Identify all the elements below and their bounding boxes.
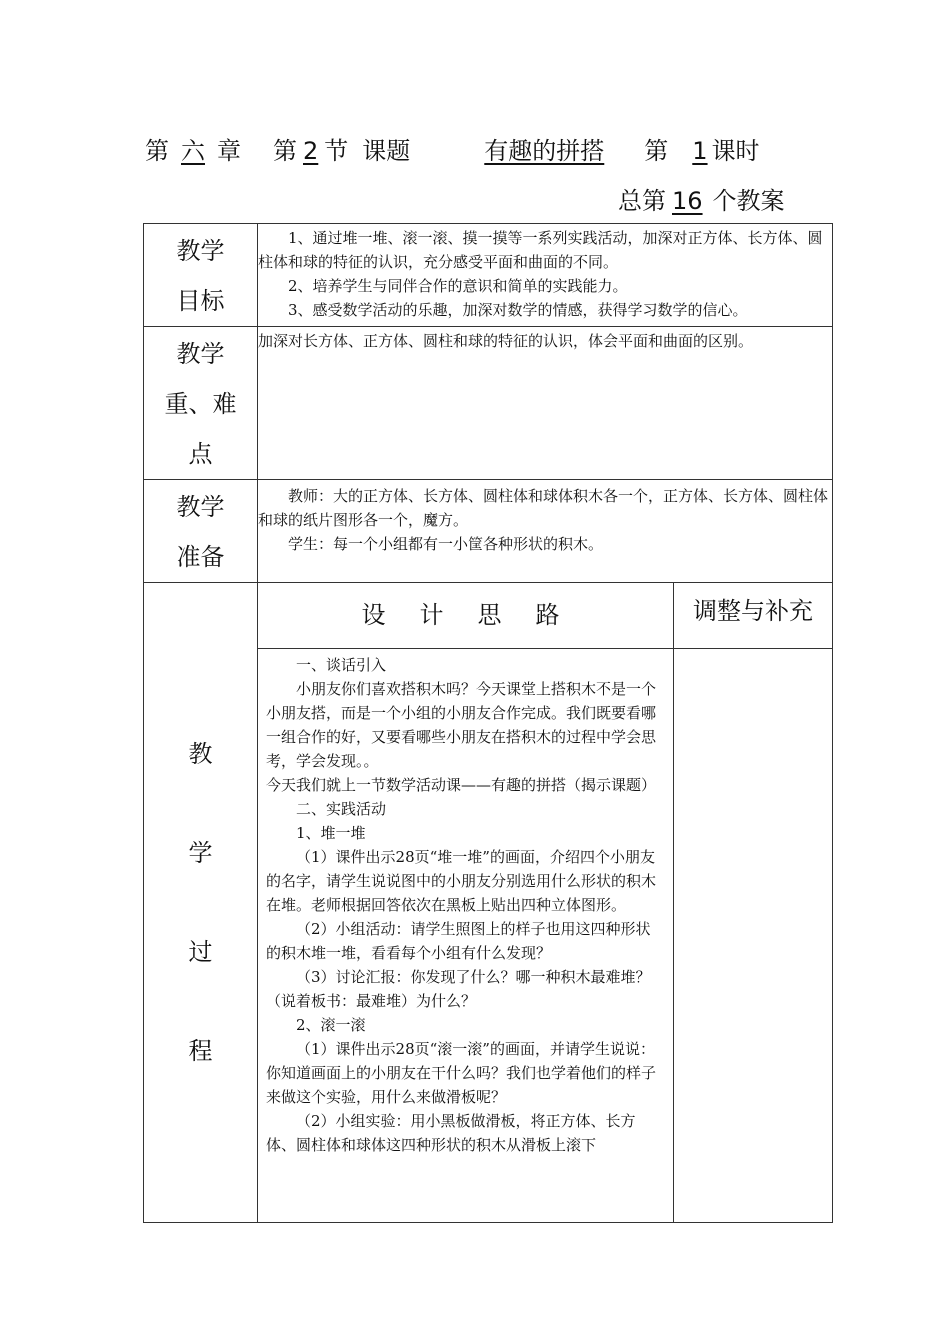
process-paragraph: （2）小组活动：请学生照图上的样子也用这四种形状的积木堆一堆，看看每个小组有什么发现？ <box>266 920 651 962</box>
preparation-label-1: 教学 <box>176 493 225 521</box>
process-paragraph: 小朋友你们喜欢搭积木吗？今天课堂上搭积木不是一个小朋友搭，而是一个小组的小朋友合作完成。我们既要看哪一组合作的好，又要看哪些小朋友在搭积木的过程中学会思考，学会发现。。 <box>266 680 657 770</box>
di2-label: 第 <box>273 137 297 165</box>
keshi-label: 课时 <box>711 137 760 165</box>
adjust-content <box>674 649 833 1223</box>
adjust-header-cell <box>674 583 833 649</box>
di-label: 第 <box>145 137 169 165</box>
lesson-plan-table <box>143 223 833 1223</box>
process-paragraph: 一、谈话引入 <box>296 656 387 674</box>
process-label-char: 学 <box>188 838 213 867</box>
goals-label-1: 教学 <box>176 237 225 265</box>
process-paragraph: （3）讨论汇报：你发现了什么？哪一种积木最难堆？（说着板书：最难堆）为什么？ <box>266 968 651 1010</box>
goal-item: 1、通过堆一堆、滚一滚、摸一摸等一系列实践活动，加深对正方体、长方体、圆柱体和球的特征的认识，充分感受平面和曲面的不同。 <box>258 229 823 271</box>
total-plan-count <box>618 184 818 218</box>
process-paragraph: 2、滚一滚 <box>296 1016 366 1034</box>
process-label-char: 程 <box>188 1036 213 1065</box>
jie-label: 节 <box>324 137 349 165</box>
design-content <box>258 649 674 1223</box>
preparation-label-cell <box>144 480 258 583</box>
adjust-header: 调整与补充 <box>693 597 813 625</box>
total-suffix: 个教案 <box>712 187 785 215</box>
process-paragraph: 今天我们就上一节数学活动课——有趣的拼搭（揭示课题） <box>266 776 657 794</box>
goals-content <box>258 224 833 327</box>
goal-item: 2、培养学生与同伴合作的意识和简单的实践能力。 <box>288 277 628 295</box>
teacher-prep: 教师：大的正方体、长方体、圆柱体和球体积木各一个，正方体、长方体、圆柱体和球的纸片图形各一个，魔方。 <box>258 487 829 529</box>
process-label-cell <box>144 583 258 1223</box>
key-points-text: 加深对长方体、正方体、圆柱和球的特征的认识，体会平面和曲面的区别。 <box>258 332 754 350</box>
chapter-number: 六 <box>181 137 205 165</box>
preparation-row <box>144 480 833 583</box>
total-number: 16 <box>672 187 703 215</box>
process-paragraph: （1）课件出示28页“滚一滚”的画面，并请学生说说：你知道画面上的小朋友在干什么吗？我们也学着他们的样子来做这个实验，用什么来做滑板呢？ <box>266 1040 657 1106</box>
key-points-label-1: 教学 <box>176 340 225 368</box>
section-number: 2 <box>303 137 319 165</box>
key-points-row <box>144 327 833 480</box>
process-paragraph: （1）课件出示28页“堆一堆”的画面，介绍四个小朋友的名字，请学生说说图中的小朋友分别选用什么形状的积木在堆。老师根据回答依次在黑板上贴出四种立体图形。 <box>266 848 657 914</box>
zhang-label: 章 <box>217 137 241 165</box>
goals-row <box>144 224 833 327</box>
process-paragraph: 1、堆一堆 <box>296 824 366 842</box>
process-header-row <box>144 583 833 649</box>
preparation-content <box>258 480 833 583</box>
preparation-label-2: 准备 <box>176 543 225 571</box>
process-label-char: 过 <box>188 937 213 966</box>
design-header-cell <box>258 583 674 649</box>
key-points-label-cell <box>144 327 258 480</box>
key-points-label-3: 点 <box>188 440 213 468</box>
process-paragraph: 二、实践活动 <box>296 800 387 818</box>
lesson-header <box>145 134 825 168</box>
goal-item: 3、感受数学活动的乐趣，加深对数学的情感，获得学习数学的信心。 <box>288 301 748 319</box>
goals-label-cell <box>144 224 258 327</box>
process-paragraph: （2）小组实验：用小黑板做滑板，将正方体、长方体、圆柱体和球体这四种形状的积木从滑板上滚下 <box>266 1112 636 1154</box>
key-points-label-2: 重、难 <box>164 390 237 418</box>
process-label-char: 教 <box>188 739 213 768</box>
key-points-content <box>258 327 833 480</box>
total-prefix: 总第 <box>618 187 666 215</box>
keti-label: 课题 <box>362 137 411 165</box>
goals-label-2: 目标 <box>176 287 225 315</box>
di3-label: 第 <box>644 137 669 165</box>
lesson-number: 1 <box>692 137 708 165</box>
student-prep: 学生：每一个小组都有一小筐各种形状的积木。 <box>288 535 604 553</box>
lesson-topic: 有趣的拼搭 <box>484 137 605 165</box>
design-header: 设计思路 <box>361 601 594 629</box>
